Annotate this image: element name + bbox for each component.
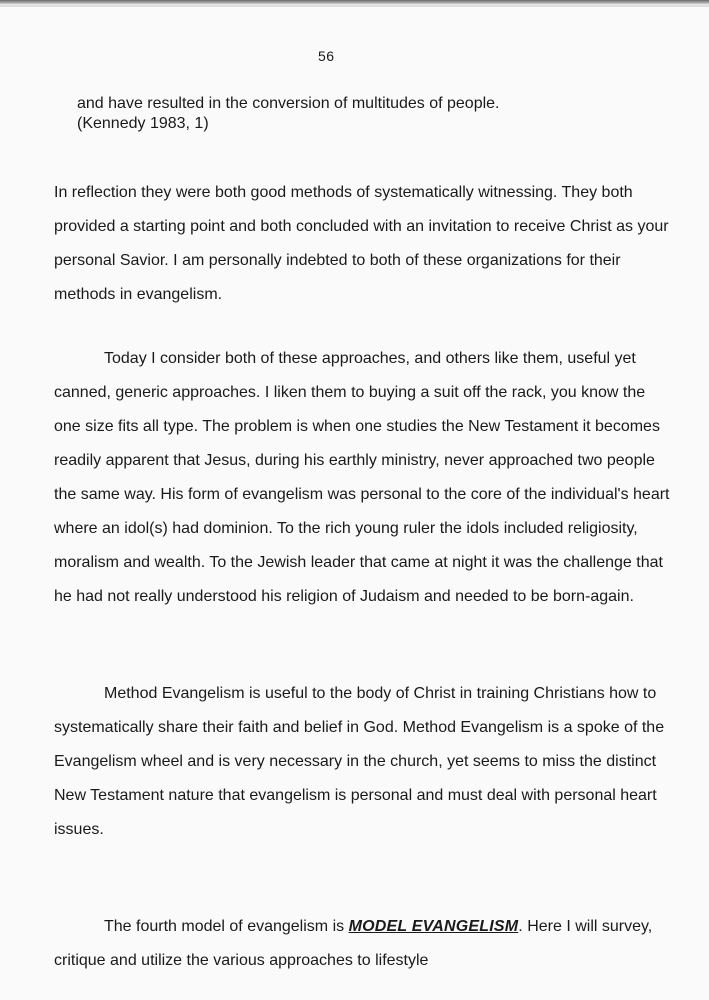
paragraph-model-evangelism (54, 910, 674, 978)
paragraph-method-evangelism: Method Evangelism is useful to the body of Christ in training Christians how to systematically share their faith and belief in God. Method Evangelism is a spoke of the Evangelism wheel and is very necessary in the church, yet seems to miss the distinct New Testament nature that evangelism is personal and must deal with personal heart issues. (54, 685, 665, 838)
block-quote (77, 94, 677, 134)
intro-text: The fourth model of evangelism is (104, 918, 349, 935)
page-number: 56 (318, 48, 335, 64)
quote-citation: (Kennedy 1983, 1) (77, 115, 209, 132)
scan-top-fold (0, 5, 709, 7)
paragraph-reflection: In reflection they were both good methods of systematically witnessing. They both provided a starting point and both concluded with an invitation to receive Christ as your personal Savior. I am personally indebted to both of these organizations for their methods in evangelism. (54, 184, 669, 303)
quote-line: and have resulted in the conversion of multitudes of people. (77, 95, 500, 112)
continuation-text: . Here I will survey, critique and utilize the various approaches to lifestyle (54, 918, 653, 969)
model-evangelism-heading: MODEL EVANGELISM (348, 918, 519, 935)
paragraph-canned-approaches: Today I consider both of these approaches, and others like them, useful yet canned, generic approaches. I liken them to buying a suit off the rack, you know the one size fits all type. The problem is when one studies the New Testament it becomes readily apparent that Jesus, during his earthly ministry, never approached two people the same way. His form of evangelism was personal to the core of the individual's heart where an idol(s) had dominion. To the rich young ruler the idols included religiosity, moralism and wealth. To the Jewish leader that came at night it was the challenge that he had not really understood his religion of Judaism and needed to be born-again. (54, 350, 670, 605)
